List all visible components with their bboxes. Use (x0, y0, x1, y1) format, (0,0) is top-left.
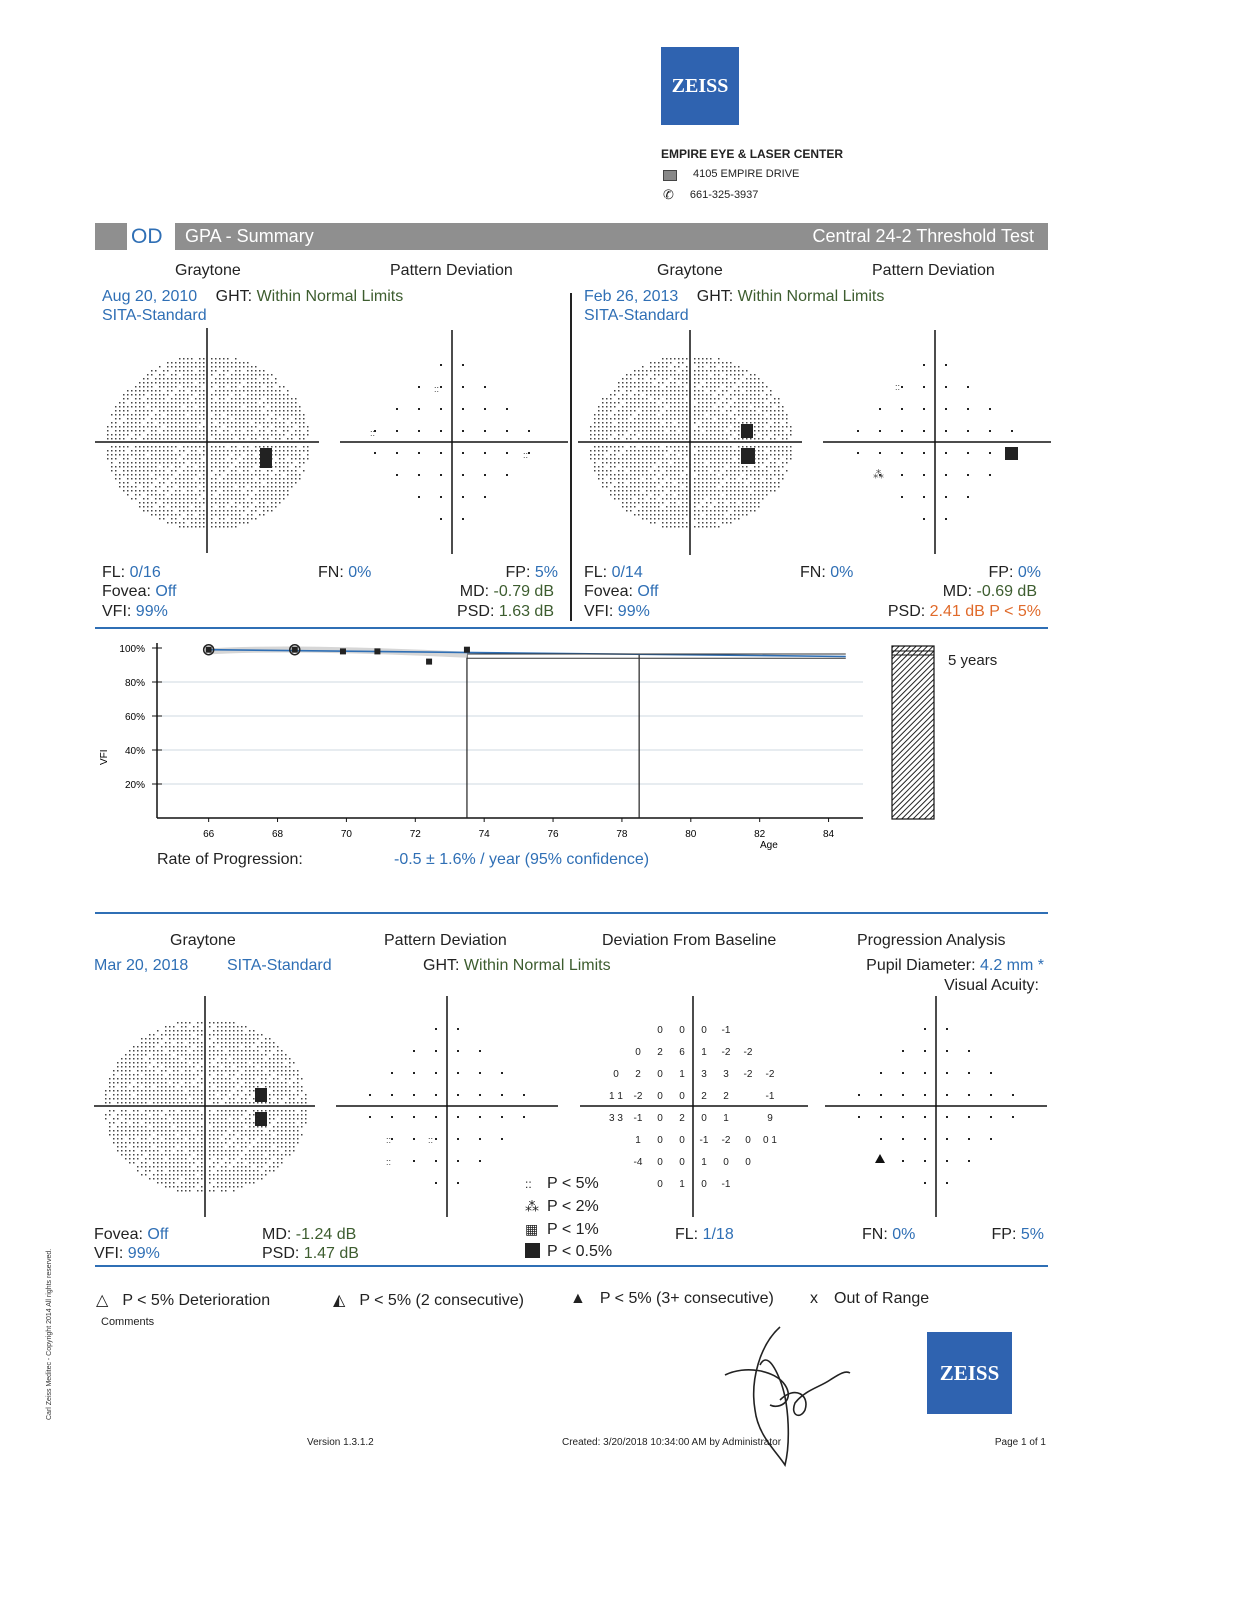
exam2-fovea: Fovea: Off (584, 583, 659, 600)
exam1-date: Aug 20, 2010 (102, 288, 198, 305)
deviation-value: 0 (679, 1157, 685, 1168)
x-tick-label: 74 (478, 829, 490, 840)
deviation-value: 1 (701, 1157, 707, 1168)
svg-text:::: :: (370, 428, 376, 438)
exam-divider (570, 293, 572, 621)
exam1-fl: FL: 0/16 (102, 564, 161, 581)
deviation-value: -1 (633, 1113, 643, 1124)
exam1-vfi: VFI: 99% (102, 603, 168, 620)
x-tick-label: 82 (754, 829, 766, 840)
x-tick-label: 76 (547, 829, 559, 840)
exam1-blind-spot (260, 448, 272, 468)
eye-label: OD (127, 223, 175, 250)
x-tick-label: 68 (271, 829, 284, 840)
clinic-address-row (663, 168, 799, 181)
deviation-value: 0 (657, 1157, 663, 1168)
y-tick-label: 100% (119, 644, 145, 655)
deviation-value: 1 (635, 1135, 641, 1146)
deviation-value: 0 (657, 1179, 663, 1190)
exam1-ght-value: Within Normal Limits (256, 288, 404, 305)
y-tick-label: 60% (124, 712, 145, 723)
deviation-value: -2 (721, 1047, 731, 1058)
exam3-dfb-plot (580, 996, 810, 1218)
exam2-strategy: SITA-Standard (584, 307, 689, 324)
svg-text:⁂: ⁂ (873, 469, 884, 481)
deviation-value: 0 (657, 1135, 663, 1146)
exam1-md: MD: -0.79 dB (459, 583, 554, 600)
trend-line (209, 650, 846, 657)
x-tick-label: 72 (409, 829, 421, 840)
vfi-chart (95, 635, 1055, 855)
exam3-vfi: VFI: 99% (94, 1245, 160, 1262)
envelope-icon (663, 170, 677, 181)
projection-label: 5 years (948, 652, 998, 669)
legend-deterioration-3: ▲ P < 5% (3+ consecutive) (570, 1290, 774, 1307)
open-triangle-icon: △ (96, 1292, 109, 1309)
deviation-value: 0 (657, 1113, 663, 1124)
signature (720, 1325, 855, 1470)
deviation-value: 0 (679, 1025, 685, 1036)
exam3-pa-label: Progression Analysis (857, 932, 1006, 949)
rate-label: Rate of Progression: (157, 851, 303, 868)
solid-triangle-icon: ▲ (570, 1290, 586, 1307)
deviation-value: 0 (657, 1025, 663, 1036)
deviation-value: -4 (633, 1157, 643, 1168)
exam3-fn: FN: 0% (862, 1226, 916, 1243)
exam1-fn: FN: 0% (318, 564, 372, 581)
exam2-graytone-plot (578, 330, 803, 556)
exam2-graytone-label: Graytone (657, 262, 723, 279)
exam3-ght: GHT: Within Normal Limits (423, 957, 611, 974)
x-tick-label: 66 (203, 829, 215, 840)
deviation-value: 3 (701, 1069, 707, 1080)
exam3-fovea: Fovea: Off (94, 1226, 169, 1243)
deviation-value: 0 (701, 1113, 707, 1124)
deviation-value: 0 1 (763, 1135, 777, 1146)
deviation-value: 0 (701, 1179, 707, 1190)
svg-text:::: :: (434, 384, 440, 394)
phone-icon: ✆ (663, 187, 674, 202)
deviation-value: 0 (723, 1157, 729, 1168)
exam2-vfi: VFI: 99% (584, 603, 650, 620)
exam1-graytone-label: Graytone (175, 262, 241, 279)
exam3-dfb-label: Deviation From Baseline (602, 932, 777, 949)
exam2-pd-plot (823, 330, 1051, 555)
exam2-date: Feb 26, 2013 (584, 288, 679, 305)
zeiss-logo-footer: ZEISS (927, 1332, 1012, 1414)
y-tick-label: 40% (124, 746, 145, 757)
exam3-fl: FL: 1/18 (675, 1226, 734, 1243)
exam3-psd: PSD: 1.47 dB (262, 1245, 359, 1262)
deviation-value: -1 (765, 1091, 775, 1102)
exam2-header (584, 288, 884, 306)
half-triangle-icon: ◭ (333, 1292, 346, 1309)
deviation-value: 0 (657, 1091, 663, 1102)
rate-value: -0.5 ± 1.6% / year (95% confidence) (394, 851, 650, 868)
exam1-strategy: SITA-Standard (102, 307, 207, 324)
deviation-value: 3 3 (609, 1113, 623, 1124)
page-number: Page 1 of 1 (994, 1437, 1046, 1448)
exam2-ght-value: Within Normal Limits (737, 288, 885, 305)
deviation-value: 3 (723, 1069, 729, 1080)
clinic-address: 4105 EMPIRE DRIVE (693, 168, 800, 180)
exam1-ght-label: GHT: (215, 288, 253, 305)
p-legend-item: P < 0.5% (525, 1241, 612, 1263)
exam2-ght-label: GHT: (696, 288, 734, 305)
exam3-graytone-label: Graytone (170, 932, 236, 949)
vfi-point (374, 648, 380, 654)
vfi-point (426, 659, 432, 665)
vfi-point (292, 647, 298, 653)
vfi-ylabel: VFI (99, 749, 110, 765)
deviation-value: -1 (699, 1135, 709, 1146)
comments-label: Comments (101, 1316, 155, 1328)
p-legend-item: :: P < 5% (525, 1175, 599, 1192)
exam1-fovea: Fovea: Off (102, 583, 177, 600)
svg-text:::: :: (386, 1135, 392, 1145)
clinic-phone-row (663, 189, 758, 201)
exam2-psd: PSD: 2.41 dB P < 5% (887, 603, 1041, 620)
vfi-point (340, 648, 346, 654)
vfi-xlabel: Age (760, 840, 778, 851)
report-header (95, 223, 1048, 250)
deviation-value: 2 (723, 1091, 729, 1102)
exam3-graytone-plot (94, 996, 316, 1218)
deviation-value: 0 (679, 1135, 685, 1146)
exam3-pupil: Pupil Diameter: 4.2 mm * (866, 957, 1044, 974)
exam3-pa-plot (825, 996, 1049, 1218)
x-tick-label: 80 (685, 829, 697, 840)
clinic-phone: 661-325-3937 (689, 189, 759, 201)
exam1-fp: FP: 5% (505, 564, 558, 581)
deviation-value: 2 (679, 1113, 685, 1124)
exam3-md: MD: -1.24 dB (262, 1226, 357, 1243)
deviation-value: -2 (721, 1135, 731, 1146)
section-divider-3 (95, 1265, 1048, 1267)
svg-text:::: :: (523, 450, 529, 460)
svg-text:::: :: (895, 382, 901, 392)
exam2-fn: FN: 0% (800, 564, 854, 581)
test-name: Central 24-2 Threshold Test (812, 226, 1034, 246)
exam1-pd-plot (340, 330, 568, 555)
exam1-psd: PSD: 1.63 dB (457, 603, 554, 620)
clinic-name: EMPIRE EYE & LASER CENTER (661, 147, 844, 161)
x-tick-label: 84 (822, 829, 835, 840)
projection-bar (892, 646, 934, 819)
vfi-point (464, 647, 470, 653)
exam3-va: Visual Acuity: (944, 977, 1039, 994)
version: Version 1.3.1.2 (307, 1437, 374, 1448)
deviation-value: 1 1 (609, 1091, 623, 1102)
progression-triangle-icon (875, 1154, 885, 1163)
deviation-value: 0 (613, 1069, 619, 1080)
exam1-graytone-plot (95, 328, 320, 554)
deviation-value: 2 (657, 1047, 663, 1058)
deviation-value: 0 (701, 1025, 707, 1036)
svg-text:::: :: (428, 1135, 434, 1145)
y-tick-label: 20% (124, 780, 145, 791)
legend-deterioration-2: ◭ P < 5% (2 consecutive) (333, 1292, 524, 1309)
deviation-value: 1 (723, 1113, 729, 1124)
deviation-value: 1 (679, 1069, 685, 1080)
deviation-value: 0 (635, 1047, 641, 1058)
deviation-value: 1 (701, 1047, 707, 1058)
deviation-value: 0 (679, 1091, 685, 1102)
svg-text:::: :: (386, 1157, 392, 1167)
exam2-fl: FL: 0/14 (584, 564, 643, 581)
vfi-point (206, 647, 212, 653)
exam2-pd-label: Pattern Deviation (872, 262, 995, 279)
deviation-value: -2 (633, 1091, 643, 1102)
deviation-value: 1 (679, 1179, 685, 1190)
p-legend-item: ⁂ P < 2% (525, 1198, 599, 1215)
copyright: Carl Zeiss Meditec - Copyright 2014 All rights reserved. (46, 1248, 53, 1420)
exam1-pd-label: Pattern Deviation (390, 262, 513, 279)
deviation-value: 2 (635, 1069, 641, 1080)
y-tick-label: 80% (124, 678, 145, 689)
exam3-date: Mar 20, 2018 (94, 957, 189, 974)
deviation-value: -2 (743, 1069, 753, 1080)
deviation-value: 2 (701, 1091, 707, 1102)
exam3-fp: FP: 5% (991, 1226, 1044, 1243)
legend-out-of-range: x Out of Range (810, 1290, 930, 1307)
exam3-strategy: SITA-Standard (227, 957, 332, 974)
p-legend-item: ▦ P < 1% (525, 1221, 599, 1238)
legend-deterioration-1: △ P < 5% Deterioration (96, 1292, 271, 1309)
exam3-pd-label: Pattern Deviation (384, 932, 507, 949)
report-title: GPA - Summary (185, 226, 314, 246)
deviation-value: -2 (743, 1047, 753, 1058)
deviation-value: -2 (765, 1069, 775, 1080)
deviation-value: 0 (657, 1069, 663, 1080)
exam2-fp: FP: 0% (988, 564, 1041, 581)
deviation-value: -1 (721, 1025, 731, 1036)
section-divider (95, 627, 1048, 629)
created: Created: 3/20/2018 10:34:00 AM by Administrator (562, 1437, 782, 1448)
x-tick-label: 78 (616, 829, 628, 840)
section-divider-2 (95, 912, 1048, 914)
deviation-value: 9 (767, 1113, 773, 1124)
deviation-value: -1 (721, 1179, 731, 1190)
deviation-value: 0 (745, 1157, 751, 1168)
deviation-value: 6 (679, 1047, 685, 1058)
zeiss-logo: ZEISS (661, 47, 739, 125)
p-legend (525, 1173, 612, 1263)
x-tick-label: 70 (340, 829, 352, 840)
exam2-md: MD: -0.69 dB (942, 583, 1037, 600)
deviation-value: 0 (745, 1135, 751, 1146)
exam1-header (102, 288, 403, 306)
